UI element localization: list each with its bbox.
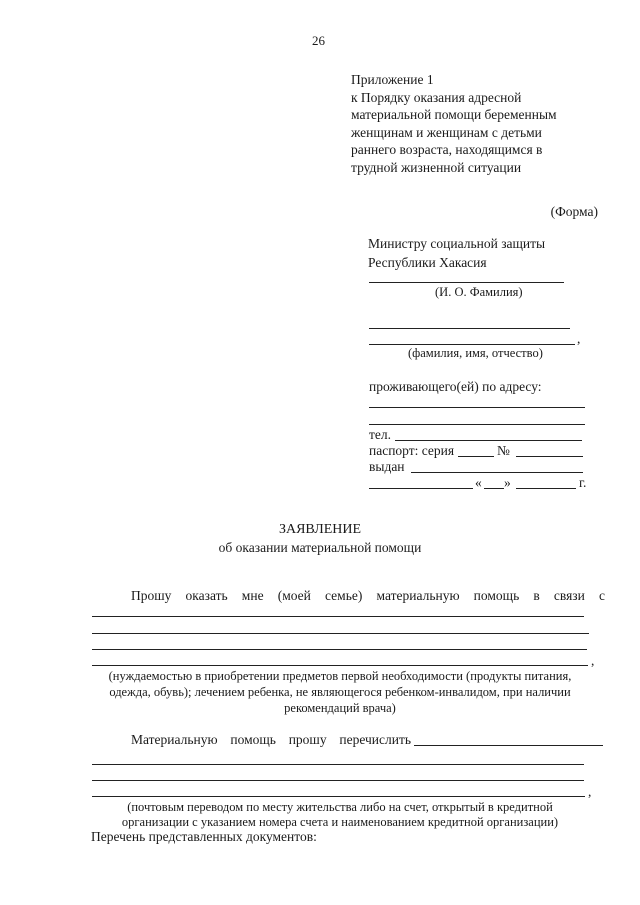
document-title: ЗАЯВЛЕНИЕ: [278, 522, 362, 537]
request-reason-field-3[interactable]: [92, 649, 587, 650]
appendix-block: [351, 71, 557, 176]
passport-label: паспорт: серия: [369, 443, 455, 458]
addressee-name-caption: (И. О. Фамилия): [435, 285, 523, 299]
transfer-method-field-1[interactable]: [414, 745, 603, 746]
transfer-method-field-2[interactable]: [92, 764, 584, 765]
request-reason-field-1[interactable]: [92, 616, 584, 617]
page-number: 26: [312, 33, 325, 48]
phone-label: тел.: [369, 427, 392, 442]
passport-number-sign: №: [497, 443, 510, 458]
appendix-line: к Порядку оказания адресной: [351, 89, 522, 105]
quote-close: »: [504, 475, 511, 490]
form-label: (Форма): [550, 204, 598, 219]
appendix-line: Приложение 1: [351, 72, 434, 87]
request-text: Прошу оказать мне (моей семье) материальную помощь в связи с: [131, 588, 605, 603]
issue-day-field[interactable]: [484, 488, 504, 489]
address-label: проживающего(ей) по адресу:: [369, 379, 542, 394]
request-reason-field-4[interactable]: [92, 665, 588, 666]
passport-series-field[interactable]: [458, 456, 494, 457]
transfer-text: Материальную помощь прошу перечислить: [131, 732, 411, 747]
transfer-comma: ,: [588, 784, 592, 799]
address-field-2[interactable]: [369, 424, 585, 425]
transfer-note-line: (почтовым переводом по месту жительства либо на счет, открытый в кредитной: [127, 800, 553, 814]
issue-month-field[interactable]: [516, 488, 576, 489]
addressee-line-1: Министру социальной защиты: [368, 236, 546, 251]
request-note-line: одежда, обувь); лечением ребенка, не являющегося ребенком-инвалидом, при наличии: [109, 685, 571, 699]
applicant-fio-field-1[interactable]: [369, 328, 570, 329]
issued-label: выдан: [369, 459, 405, 474]
addressee-line-2: Республики Хакасия: [368, 255, 487, 270]
issued-place-field[interactable]: [369, 488, 473, 489]
fio-caption: (фамилия, имя, отчество): [408, 346, 543, 360]
address-field-1[interactable]: [369, 407, 585, 408]
appendix-line: трудной жизненной ситуации: [351, 159, 522, 175]
transfer-method-field-4[interactable]: [92, 796, 585, 797]
request-comma: ,: [591, 653, 595, 668]
year-suffix: г.: [579, 475, 587, 490]
appendix-line: женщинам и женщинам с детьми: [351, 124, 542, 140]
documents-list-label: Перечень представленных документов:: [91, 829, 317, 844]
phone-field[interactable]: [395, 440, 582, 441]
transfer-method-field-3[interactable]: [92, 780, 584, 781]
applicant-fio-field-2[interactable]: [369, 344, 575, 345]
request-reason-field-2[interactable]: [92, 633, 589, 634]
document-subtitle: об оказании материальной помощи: [218, 540, 422, 555]
transfer-note-line: организации с указанием номера счета и наименованием кредитной организации): [121, 815, 559, 829]
quote-open: «: [475, 475, 482, 490]
fio-comma: ,: [577, 331, 581, 346]
request-note-line: (нуждаемостью в приобретении предметов первой необходимости (продукты питания,: [108, 669, 572, 683]
request-note-line: рекомендаций врача): [284, 701, 396, 715]
appendix-line: материальной помощи беременным: [351, 107, 557, 122]
appendix-line: раннего возраста, находящимся в: [351, 142, 543, 157]
passport-number-field[interactable]: [516, 456, 583, 457]
addressee-name-field[interactable]: [369, 282, 564, 283]
issued-by-field[interactable]: [411, 472, 583, 473]
